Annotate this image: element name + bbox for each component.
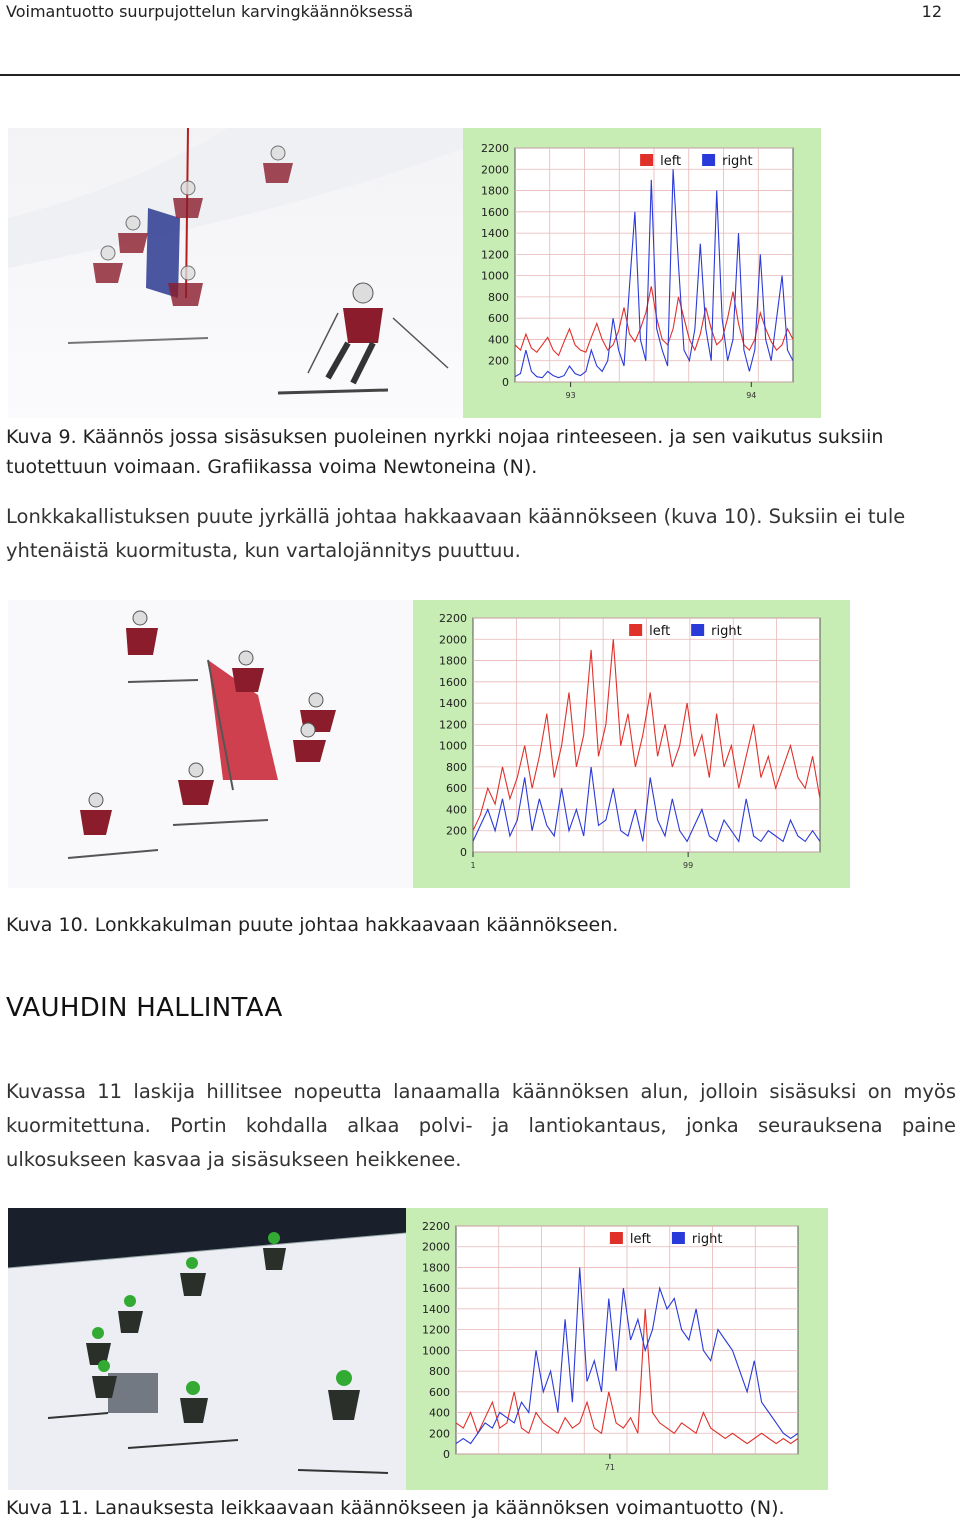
y-tick-label: 1800 [439, 654, 467, 668]
y-tick-label: 2200 [481, 142, 509, 155]
y-tick-label: 400 [429, 1406, 450, 1420]
figure11-caption-label: Kuva 11. [6, 1497, 89, 1519]
y-tick-label: 0 [443, 1448, 450, 1461]
legend-swatch-left [629, 624, 642, 636]
y-tick-label: 2000 [422, 1240, 450, 1254]
y-tick-label: 1000 [481, 269, 509, 283]
page-number: 12 [921, 2, 942, 21]
figure10-caption-text: Lonkkakulman puute johtaa hakkaavaan käännökseen. [94, 914, 619, 936]
y-tick-label: 1800 [422, 1261, 450, 1275]
y-tick-label: 2000 [481, 163, 509, 177]
figure9-caption [6, 422, 956, 482]
figure11-chart [406, 1208, 828, 1490]
x-tick-label: 71 [604, 1463, 615, 1472]
legend-label-right: right [711, 624, 742, 639]
figure10-caption-label: Kuva 10. [6, 914, 89, 936]
figure11-photo [8, 1208, 406, 1490]
legend-swatch-right [672, 1232, 685, 1244]
paragraph-1: Lonkkakallistuksen puute jyrkällä johtaa hakkaavaan käännökseen (kuva 10). Suksiin ei tule yhtenäistä kuormitusta, kun vartalojännitys puuttuu. [6, 505, 906, 562]
x-tick-label: 94 [746, 391, 757, 400]
y-tick-label: 1200 [422, 1323, 450, 1337]
legend-label-right: right [691, 1232, 723, 1247]
y-tick-label: 0 [502, 376, 509, 389]
y-tick-label: 1400 [481, 227, 509, 241]
y-tick-label: 800 [429, 1365, 450, 1379]
legend-swatch-left [610, 1232, 623, 1244]
y-tick-label: 400 [488, 333, 509, 347]
figure9-caption-label: Kuva 9. [6, 426, 77, 448]
y-tick-label: 1400 [439, 697, 467, 711]
legend-label-left: left [629, 1232, 651, 1247]
y-tick-label: 600 [446, 782, 467, 796]
legend-swatch-right [691, 624, 704, 636]
section-heading: VAUHDIN HALLINTAA [6, 993, 283, 1023]
figure10-photo [8, 600, 413, 888]
y-tick-label: 0 [460, 846, 467, 859]
y-tick-label: 1200 [439, 718, 467, 732]
legend-label-right: right [722, 154, 753, 169]
y-tick-label: 200 [429, 1427, 450, 1441]
figure9-caption-text: Käännös jossa sisäsuksen puoleinen nyrkki nojaa rinteeseen. ja sen vaikutus suksiin tuotettuun voimaan. Grafiikassa voima Newtoneina (N). [6, 426, 884, 478]
x-tick-label: 93 [565, 391, 576, 400]
y-tick-label: 1000 [439, 739, 467, 753]
figure9-photo [8, 128, 463, 418]
y-tick-label: 400 [446, 803, 467, 817]
y-tick-label: 600 [488, 312, 509, 326]
legend-label-left: left [660, 154, 682, 169]
legend-swatch-right [702, 154, 715, 166]
figure9-chart [463, 128, 821, 418]
y-tick-label: 1800 [481, 184, 509, 198]
figure11-caption-text: Lanauksesta leikkaavaan käännökseen ja käännöksen voimantuotto (N). [94, 1497, 785, 1519]
y-tick-label: 200 [446, 824, 467, 838]
y-tick-label: 2200 [439, 612, 467, 625]
figure10-chart [413, 600, 850, 888]
y-tick-label: 2200 [422, 1220, 450, 1233]
legend-swatch-left [640, 154, 653, 166]
y-tick-label: 1000 [422, 1344, 450, 1358]
y-tick-label: 800 [446, 760, 467, 774]
y-tick-label: 600 [429, 1385, 450, 1399]
running-title: Voimantuotto suurpujottelun karvingkäännöksessä [6, 2, 414, 21]
header-rule [0, 74, 960, 76]
x-tick-label: 99 [683, 861, 694, 870]
legend-label-left: left [649, 624, 671, 639]
y-tick-label: 1200 [481, 248, 509, 262]
y-tick-label: 1600 [439, 675, 467, 689]
y-tick-label: 1400 [422, 1302, 450, 1316]
y-tick-label: 2000 [439, 633, 467, 647]
y-tick-label: 200 [488, 354, 509, 368]
figure11-caption [6, 1493, 956, 1523]
figure10-caption [6, 910, 956, 940]
paragraph-2: Kuvassa 11 laskija hillitsee nopeutta lanaamalla käännöksen alun, jolloin sisäsuksi on myös kuormitettuna. Portin kohdalla alkaa polvi- ja lantiokantaus, jonka seurauksena paine ulkosukseen kasvaa ja sisäsukseen heikkenee. [6, 1080, 956, 1171]
y-tick-label: 800 [488, 290, 509, 304]
y-tick-label: 1600 [422, 1282, 450, 1296]
y-tick-label: 1600 [481, 205, 509, 219]
x-tick-label: 1 [470, 861, 476, 870]
